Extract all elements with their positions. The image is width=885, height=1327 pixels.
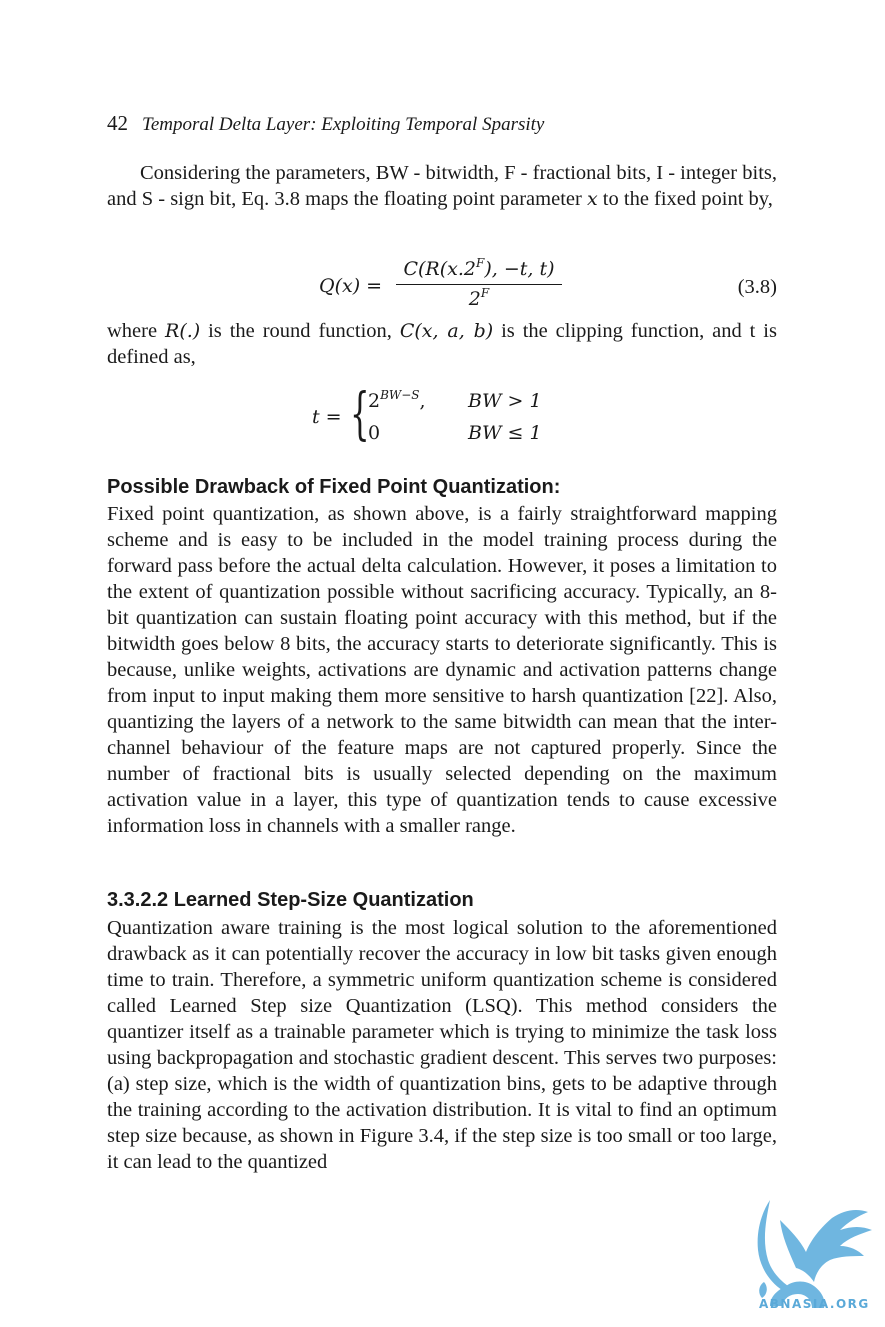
case-1-comma: , [419,390,426,412]
equation-lhs: Q(x) = [319,275,383,297]
logo-wing-left [758,1200,788,1290]
equation-fraction [396,256,562,311]
equation-denominator [396,287,562,311]
logo-tail [759,1282,767,1298]
lsq-section-heading: 3.3.2.2 Learned Step-Size Quantization [107,889,474,911]
denominator-exponent: F [480,286,490,300]
numerator-exponent: F [476,256,485,270]
case-1-condition: BW > 1 [468,390,542,412]
drawback-paragraph: Fixed point quantization, as shown above, is a fairly straightforward mapping scheme and is easy to be included in the model training process during the forward pass before the actual delta calculation. However, it poses a limitation to the extent of quantization possible without sacrificing accuracy. Typically, an 8-bit quantization can sustain floating point accuracy with this method, but if the bitwidth goes below 8 bits, the accuracy starts to deteriorate significantly. This is because, unlike weights, activations are dynamic and activation patterns change from input to input making them more sensitive to harsh quantization [22]. Also, quantizing the layers of a network to the same bitwidth can mean that the inter-channel behaviour of the feature maps are not captured properly. Since the number of fractional bits is usually selected depending on the maximum activation value in a layer, this type of quantization tends to cause excessive information loss in channels with a smaller range. [107,503,777,837]
drawback-heading: Possible Drawback of Fixed Point Quantization: [107,476,561,498]
equation-t-definition [312,382,572,450]
intro-text-2: to the fixed point by, [597,188,773,210]
case-1-value [368,390,426,412]
page-number: 42 [107,111,128,135]
cases-brace: { [350,382,370,447]
variable-x: x [586,188,598,210]
where-text-3: is the clipping function, and t is defined as, [107,320,777,368]
where-text-1: where [107,320,166,342]
round-function: R(.) [165,320,201,342]
fraction-bar [396,284,562,285]
intro-paragraph [107,160,777,212]
where-text-2: is the round function, [200,320,400,342]
equation-3-8 [300,256,777,316]
numerator-tail: ), −t, t) [484,258,555,280]
watermark-text: ABNASIA.ORG [759,1297,870,1311]
where-paragraph [107,318,777,370]
case-1-base: 2 [368,390,381,412]
lsq-paragraph: Quantization aware training is the most logical solution to the aforementioned drawback as it can potentially recover the accuracy in low bit tasks given enough time to train. Therefore, a symmetric uniform quantization scheme is considered called Learned Step size Quantization (LSQ). This method considers the quantizer itself as a trainable parameter which is trying to minimize the task loss using backpropagation and stochastic gradient descent. This serves two purposes: (a) step size, which is the width of quantization bins, gets to be adaptive through the training according to the activation distribution. It is vital to find an optimum step size because, as shown in Figure 3.4, if the step size is too small or too large, it can lead to the quantized [107,917,777,1173]
case-2-value: 0 [368,422,381,444]
case-2-condition: BW ≤ 1 [468,422,542,444]
running-title: Temporal Delta Layer: Exploiting Temporal Sparsity [142,114,545,135]
intro-text-1: Considering the parameters, BW - bitwidth, F - fractional bits, I - integer bits, and S - sign bit, Eq. 3.8 maps the floating point parameter [107,162,777,210]
logo-wing-right [780,1210,872,1282]
running-header [107,111,544,136]
denominator-text: 2 [468,288,481,310]
clipping-function: C(x, a, b) [399,320,494,342]
numerator-text: C(R(x.2 [403,258,476,280]
t-lhs: t = [312,406,342,428]
equation-numerator [396,256,562,282]
equation-number: (3.8) [737,276,777,298]
case-1-exponent: BW−S [380,388,420,402]
